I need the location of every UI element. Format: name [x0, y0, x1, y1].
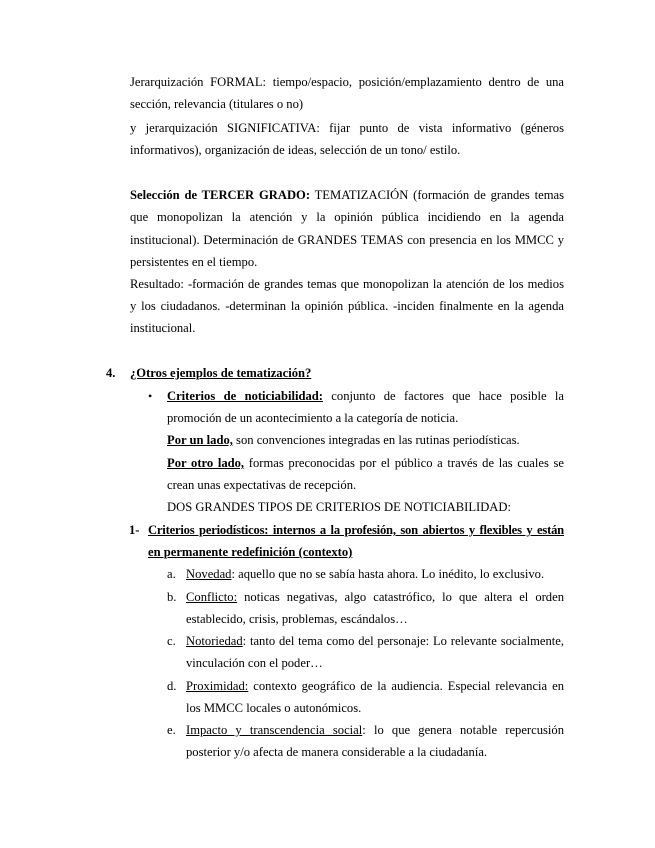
- subitem-text: : lo que genera notable repercusión: [362, 723, 564, 737]
- paragraph-line: promoción de un acontecimiento a la categoría de noticia.: [167, 411, 459, 425]
- section-title: ¿Otros ejemplos de tematización?: [130, 366, 312, 380]
- subitem-letter: e.: [167, 723, 176, 737]
- paragraph-text: formas preconocidas por el público a través de las cuales se: [244, 456, 565, 470]
- paragraph-text: conjunto de factores que hace posible la: [322, 389, 564, 403]
- paragraph-line: crean unas expectativas de recepción.: [167, 478, 357, 492]
- bullet-icon: •: [148, 389, 153, 403]
- paragraph-line: [130, 187, 564, 203]
- paragraph-line: que monopolizan la atención y la opinión pública incidiendo en la agenda: [130, 210, 564, 224]
- subitem-line: [186, 633, 564, 649]
- paragraph-line: DOS GRANDES TIPOS DE CRITERIOS DE NOTICIABILIDAD:: [167, 500, 511, 514]
- paragraph-line: persistentes en el tiempo.: [130, 255, 258, 269]
- item-number: 1-: [129, 523, 140, 537]
- paragraph-line: Resultado: -formación de grandes temas que monopolizan la atención de los medios: [130, 277, 564, 291]
- subitem-line: vinculación con el poder…: [186, 656, 323, 670]
- section-number: 4.: [106, 366, 116, 380]
- subitem-text: noticas negativas, algo catastrófico, lo que altera el orden: [237, 590, 564, 604]
- item-title-line: en permanente redefinición (contexto): [148, 545, 353, 559]
- subitem-text: : aquello que no se sabía hasta ahora. Lo inédito, lo exclusivo.: [231, 567, 545, 581]
- subitem-letter: c.: [167, 634, 176, 648]
- criterios-label: Criterios de noticiabilidad:: [167, 389, 323, 403]
- paragraph-line: [167, 432, 520, 448]
- subitem-line: los MMCC locales o autonómicos.: [186, 701, 362, 715]
- paragraph-line: informativos), organización de ideas, selección de un tono/ estilo.: [130, 143, 461, 157]
- subitem-line: [186, 678, 564, 694]
- subitem-label: Impacto y transcendencia social: [186, 723, 363, 737]
- item-title-line: Criterios periodísticos: internos a la profesión, son abiertos y flexibles y están: [148, 523, 564, 537]
- subitem-line: posterior y/o afecta de manera considerable a la ciudadanía.: [186, 745, 488, 759]
- bold-label-tercer-grado: Selección de TERCER GRADO:: [130, 188, 311, 202]
- subitem-letter: b.: [167, 590, 177, 604]
- subitem-text: : tanto del tema como del personaje: Lo relevante socialmente,: [242, 634, 564, 648]
- subitem-line: [186, 722, 564, 738]
- paragraph-line: y jerarquización SIGNIFICATIVA: fijar punto de vista informativo (géneros: [130, 121, 564, 135]
- paragraph-line: [167, 455, 564, 471]
- subitem-label: Notoriedad: [186, 634, 243, 648]
- subitem-letter: a.: [167, 567, 176, 581]
- paragraph-line: institucional). Determinación de GRANDES TEMAS con presencia en los MMCC y: [130, 233, 564, 247]
- paragraph-text: son convenciones integradas en las rutinas periodísticas.: [232, 433, 520, 447]
- subitem-label: Proximidad:: [186, 679, 249, 693]
- por-un-lado-label: Por un lado,: [167, 433, 233, 447]
- subitem-line: [186, 566, 544, 582]
- subitem-letter: d.: [167, 679, 177, 693]
- paragraph-text: TEMATIZACIÓN (formación de grandes temas: [310, 188, 564, 202]
- subitem-line: establecido, crisis, problemas, escándalos…: [186, 612, 408, 626]
- subitem-label: Conflicto:: [186, 590, 238, 604]
- paragraph-line: y los ciudadanos. -determinan la opinión pública. -inciden finalmente en la agenda: [130, 299, 564, 313]
- paragraph-line: [167, 388, 564, 404]
- subitem-label: Novedad: [186, 567, 232, 581]
- paragraph-line: sección, relevancia (titulares o no): [130, 97, 304, 111]
- paragraph-line: Jerarquización FORMAL: tiempo/espacio, posición/emplazamiento dentro de una: [130, 75, 564, 89]
- subitem-text: contexto geográfico de la audiencia. Especial relevancia en: [248, 679, 564, 693]
- paragraph-line: institucional.: [130, 321, 196, 335]
- por-otro-lado-label: Por otro lado,: [167, 456, 245, 470]
- subitem-line: [186, 589, 564, 605]
